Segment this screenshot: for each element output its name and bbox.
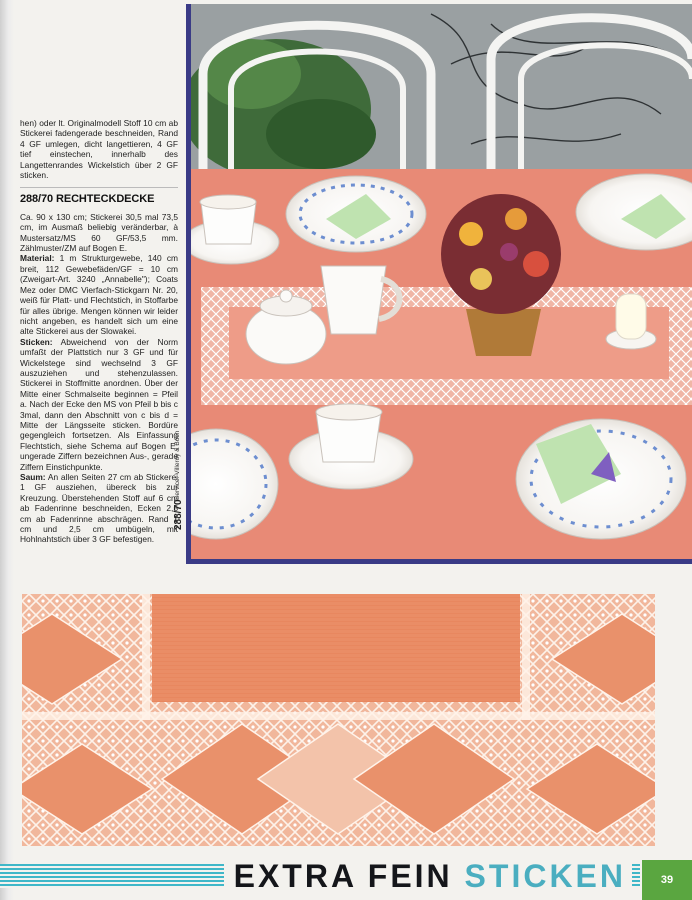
plate-top-center <box>286 176 426 252</box>
vertical-model-code: 288/70 <box>173 499 184 530</box>
sticken-label: Sticken: <box>20 336 53 347</box>
embroidery-pattern <box>22 594 655 846</box>
article-intro: hen) oder lt. Originalmodell Stoff 10 cm ab Stickerei fadengerade beschneiden, Rand 4 GF umlegen, dicht langettieren, 4 GF tief einstechen, innerhalb des Langettenrandes Wickelstich über 2 GF sticken. <box>20 118 178 181</box>
page-number: 39 <box>660 874 674 886</box>
title-word-extra-fein: EXTRA FEIN <box>233 858 453 894</box>
material-label: Material: <box>20 253 55 264</box>
title-word-sticken: STICKEN <box>464 858 626 894</box>
vertical-photo-credit: Service: Villeroy & Boch <box>174 430 181 500</box>
plain-linen-field <box>152 594 520 702</box>
page-edge <box>0 0 14 900</box>
footer-band <box>0 858 692 900</box>
table-setting-illustration <box>191 4 692 559</box>
article-headline: 288/70 RECHTECKDECKE <box>20 187 178 204</box>
article-size: Ca. 90 x 130 cm; Stickerei 30,5 mal 73,5 cm, im Ausmaß beliebig veränderbar, à Mustersatz/MS 60 GF/53,5 mm. Zählmuster/ZM auf Bogen E. <box>20 211 178 254</box>
plate-bottom-right <box>516 419 686 539</box>
table-setting-photo <box>186 4 692 564</box>
embroidery-detail-photo <box>22 594 655 846</box>
magazine-title <box>224 858 632 894</box>
article-material <box>20 253 178 336</box>
page-number-tab <box>642 860 692 900</box>
saum-text: An allen Seiten 27 cm ab Stickerei 1 GF ausziehen, übereck bis zur Kreuzung. Überstehenden Stoff auf 6 cm ab Fadenrinne beschneiden, Ecken 2,5 cm ab Fadenrinne abschrägen. Rand 1 cm und 2,5 cm umbügeln, mit Hohlnahtstich über 3 GF befestigen. <box>20 472 178 545</box>
article-sticken <box>20 337 178 472</box>
saum-label: Saum: <box>20 472 46 482</box>
article-text-column <box>20 118 178 545</box>
material-text: 1 m Strukturgewebe, 140 cm breit, 112 Gewebefäden/GF = 10 cm (Zweigart-Art. 3240 „Annabelle"); Coats Mez oder DMC Vierfach-Stickgarn Nr. 20, weiß für Platt- und Flechtstich, in Stoffarbe für alles übrige. Mengen können wir leider nicht angeben, es handelt sich um eine alte Stickerei aus der Slowakei. <box>20 253 178 337</box>
article-saum <box>20 472 178 545</box>
sticken-text: Abweichend von der Norm umfaßt der Plattstich nur 3 GF und für Wickelstege sind wechselnd 3 GF auszuziehen und stehenzulassen. Stickerei in Stoffmitte anordnen. Über der Mitte einer Schmalseite beginnen = Pfeil a. Nach der Ecke den MS von Pfeil b bis c 3mal, dann den Abschnitt von c bis d = Mitte der Längsseite sticken. Bordüre gegengleich fortsetzen. Als Einfassung Flechtstich, siehe Schema auf Bogen E; ungerade Ziffern bezeichnen Aus-, gerade Ziffern Einstichpunkte. <box>20 336 178 472</box>
